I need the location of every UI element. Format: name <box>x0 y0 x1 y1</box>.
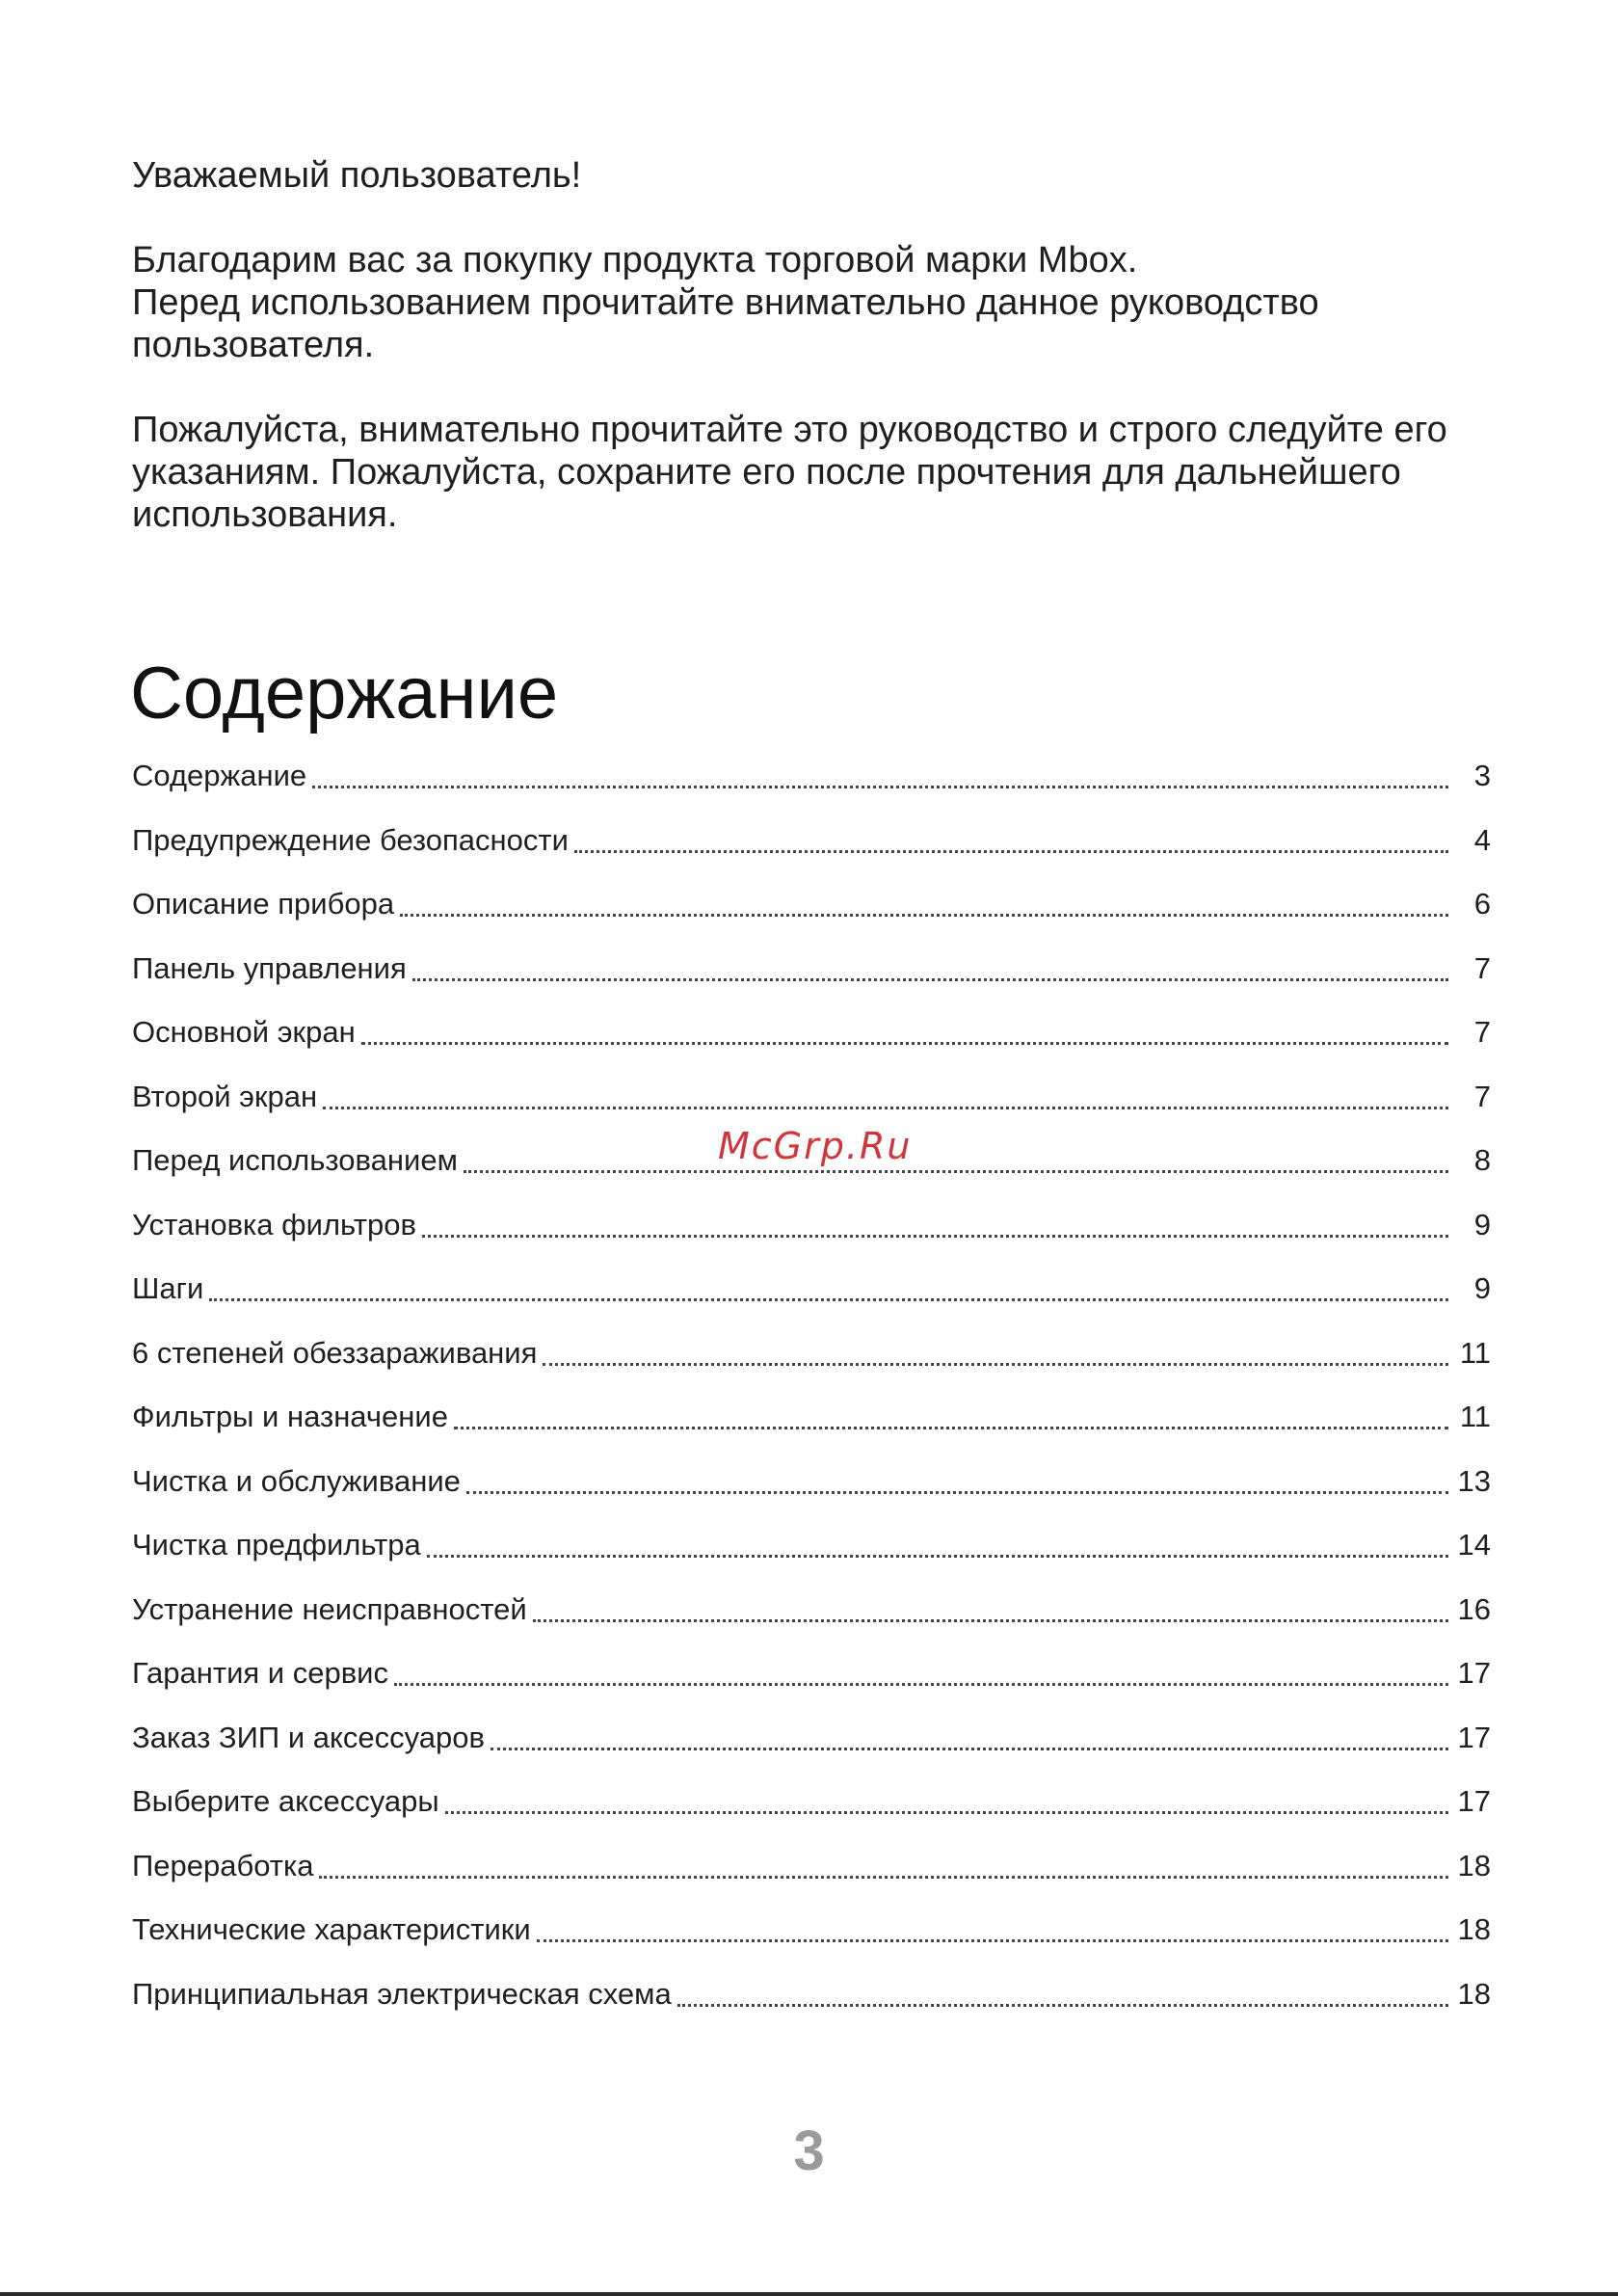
toc-entry[interactable] <box>132 1013 1491 1078</box>
intro-paragraph-2-line-1: Пожалуйста, внимательно прочитайте это руководство и строго следуйте его <box>132 410 1447 450</box>
toc-entry-label: Установка фильтров <box>132 1207 416 1241</box>
toc-entry-label: Предупреждение безопасности <box>132 822 569 857</box>
toc-entry-label: Перед использованием <box>132 1143 458 1177</box>
toc-entry-leader-dots <box>533 1590 1448 1622</box>
toc-entry[interactable] <box>132 1847 1491 1911</box>
toc-entry-leader-dots <box>323 1078 1448 1109</box>
intro-paragraph-2-line-2: указаниям. Пожалуйста, сохраните его после прочтения для дальнейшего <box>132 452 1401 493</box>
toc-entry-leader-dots <box>394 1654 1448 1686</box>
toc-entry-label: Шаги <box>132 1271 204 1305</box>
toc-entry-page: 9 <box>1473 1207 1491 1241</box>
toc-entry[interactable] <box>132 1782 1491 1847</box>
intro-paragraph-1-line-2: Перед использованием прочитайте внимательно данное руководство <box>132 282 1319 323</box>
toc-entry[interactable] <box>132 757 1491 821</box>
toc-entry[interactable] <box>132 1719 1491 1783</box>
toc-entry-page: 18 <box>1457 1912 1491 1946</box>
toc-entry[interactable] <box>132 1975 1491 2040</box>
intro-paragraph-1-line-3: пользователя. <box>132 325 375 365</box>
toc-entry-leader-dots <box>464 1141 1448 1173</box>
greeting: Уважаемый пользователь! <box>132 155 582 196</box>
toc-title: Содержание <box>130 653 559 734</box>
toc-entry-page: 17 <box>1457 1784 1491 1818</box>
toc-entry-label: Переработка <box>132 1848 314 1882</box>
toc-entry-leader-dots <box>319 1847 1448 1879</box>
toc-entry-label: Устранение неисправностей <box>132 1591 527 1626</box>
toc-entry-label: Панель управления <box>132 950 407 985</box>
intro-paragraph-1-line-1: Благодарим вас за покупку продукта торговой марки Mbox. <box>132 240 1138 280</box>
toc-entry-page: 3 <box>1473 759 1491 792</box>
toc-entry-page: 7 <box>1473 1015 1491 1049</box>
toc-entry[interactable] <box>132 1462 1491 1527</box>
table-of-contents <box>132 757 1491 2039</box>
toc-entry-leader-dots <box>422 1206 1448 1238</box>
page-number: 3 <box>793 2120 825 2182</box>
toc-entry-label: Фильтры и назначение <box>132 1400 448 1433</box>
intro-paragraph-2 <box>132 409 1539 536</box>
toc-entry-leader-dots <box>361 1013 1448 1045</box>
intro-paragraph-2-line-3: использования. <box>132 494 398 535</box>
toc-entry-page: 4 <box>1473 822 1491 857</box>
toc-entry[interactable] <box>132 885 1491 949</box>
toc-entry-leader-dots <box>677 1975 1448 2007</box>
toc-entry-page: 11 <box>1459 1335 1491 1370</box>
toc-entry-page: 7 <box>1473 950 1491 985</box>
toc-entry-leader-dots <box>543 1334 1448 1366</box>
toc-entry-leader-dots <box>491 1719 1448 1750</box>
toc-entry-leader-dots <box>412 949 1448 981</box>
toc-entry-label: 6 степеней обеззараживания <box>132 1335 538 1370</box>
toc-entry-page: 16 <box>1457 1591 1491 1626</box>
toc-entry-page: 17 <box>1457 1720 1491 1754</box>
toc-entry-leader-dots <box>312 757 1448 788</box>
toc-entry-leader-dots <box>574 821 1448 853</box>
toc-entry[interactable] <box>132 1654 1491 1719</box>
toc-entry-leader-dots <box>537 1910 1448 1942</box>
toc-entry-page: 7 <box>1473 1079 1491 1113</box>
toc-entry-page: 14 <box>1457 1528 1491 1562</box>
toc-entry-page: 11 <box>1459 1400 1491 1433</box>
toc-entry[interactable] <box>132 1526 1491 1590</box>
toc-entry[interactable] <box>132 1910 1491 1975</box>
toc-entry[interactable] <box>132 1206 1491 1270</box>
toc-entry-leader-dots <box>445 1782 1448 1814</box>
toc-entry-label: Гарантия и сервис <box>132 1656 388 1690</box>
toc-entry-label: Выберите аксессуары <box>132 1784 439 1818</box>
toc-entry-leader-dots <box>454 1398 1448 1429</box>
toc-entry-page: 13 <box>1457 1463 1491 1498</box>
toc-entry-label: Чистка предфильтра <box>132 1528 421 1562</box>
toc-entry-label: Заказ ЗИП и аксессуаров <box>132 1720 485 1754</box>
toc-entry[interactable] <box>132 1590 1491 1655</box>
toc-entry-page: 8 <box>1473 1143 1491 1177</box>
toc-entry-label: Технические характеристики <box>132 1912 531 1946</box>
toc-entry-leader-dots <box>466 1462 1448 1494</box>
toc-entry-label: Основной экран <box>132 1015 356 1049</box>
toc-entry-label: Второй экран <box>132 1079 318 1113</box>
toc-entry-page: 6 <box>1473 887 1491 921</box>
toc-entry-leader-dots <box>209 1269 1448 1301</box>
bottom-rule <box>0 2292 1618 2296</box>
toc-entry-page: 18 <box>1457 1976 1491 2011</box>
toc-entry-label: Содержание <box>132 759 307 792</box>
toc-entry-leader-dots <box>400 885 1448 917</box>
intro-text <box>132 154 1539 578</box>
toc-entry-label: Чистка и обслуживание <box>132 1463 461 1498</box>
toc-entry[interactable] <box>132 1398 1491 1462</box>
toc-entry[interactable] <box>132 821 1491 886</box>
toc-entry[interactable] <box>132 1269 1491 1334</box>
toc-entry[interactable] <box>132 949 1491 1014</box>
toc-entry-leader-dots <box>427 1526 1448 1558</box>
toc-entry-label: Описание прибора <box>132 887 395 921</box>
toc-entry-page: 9 <box>1473 1271 1491 1305</box>
toc-entry-page: 18 <box>1457 1848 1491 1882</box>
watermark: McGrp.Ru <box>718 1125 913 1167</box>
intro-paragraph-1 <box>132 239 1539 366</box>
toc-entry-label: Принципиальная электрическая схема <box>132 1976 672 2011</box>
toc-entry[interactable] <box>132 1334 1491 1399</box>
toc-entry-page: 17 <box>1457 1656 1491 1690</box>
